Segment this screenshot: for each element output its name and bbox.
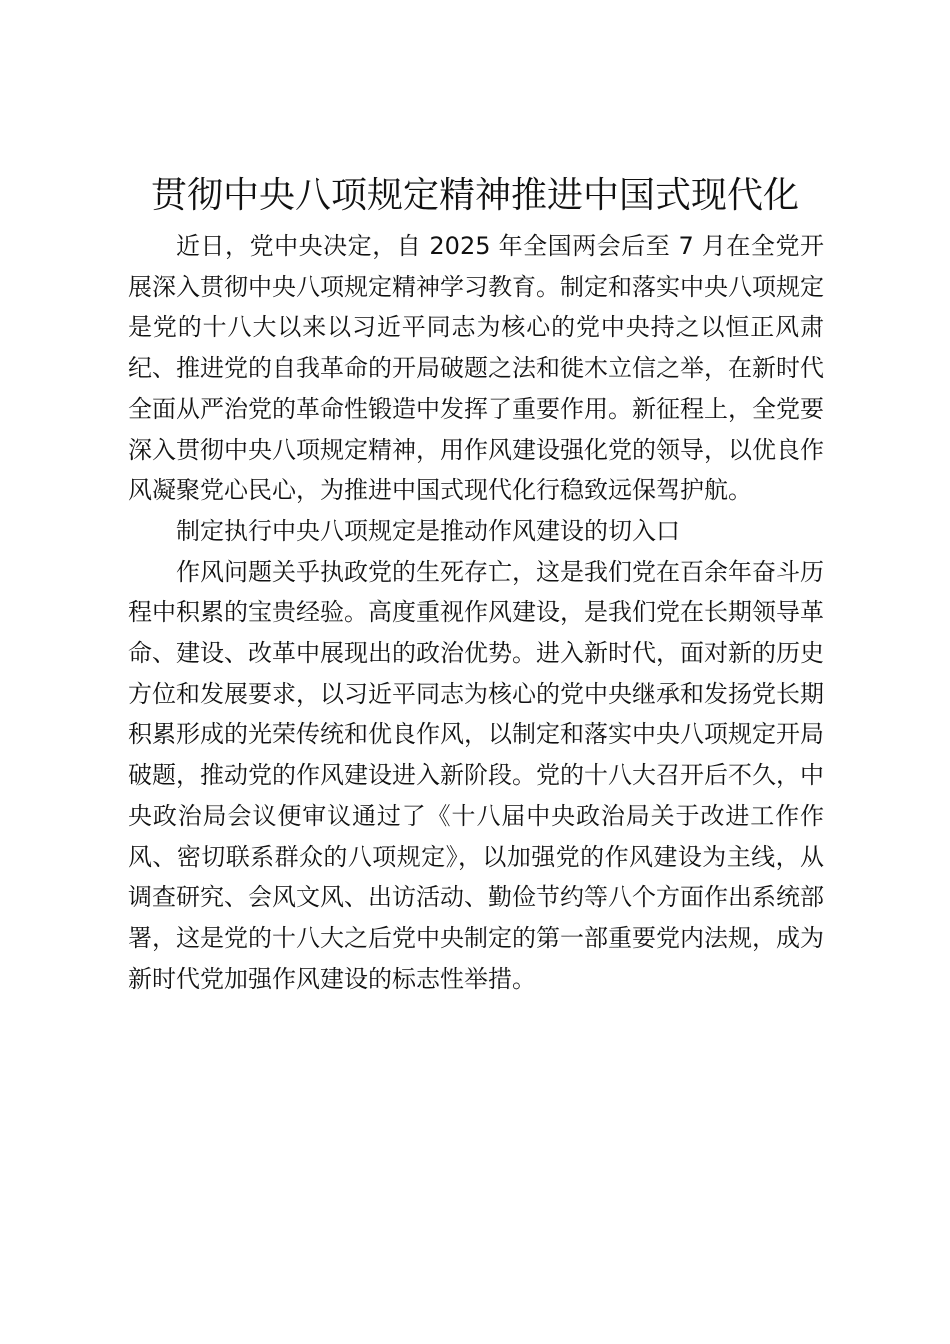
document-body [128,226,824,999]
document-title: 贯彻中央八项规定精神推进中国式现代化 [150,175,799,216]
section-paragraph: 作风问题关乎执政党的生死存亡，这是我们党在百余年奋斗历程中积累的宝贵经验。高度重视作风建设，是我们党在长期领导革命、建设、改革中展现出的政治优势。进入新时代，面对新的历史方位和发展要求，以习近平同志为核心的党中央继承和发扬党长期积累形成的光荣传统和优良作风，以制定和落实中央八项规定开局破题，推动党的作风建设进入新阶段。党的十八大召开后不久，中央政治局会议便审议通过了《十八届中央政治局关于改进工作作风、密切联系群众的八项规定》，以加强党的作风建设为主线，从调查研究、会风文风、出访活动、勤俭节约等八个方面作出系统部署，这是党的十八大之后党中央制定的第一部重要党内法规，成为新时代党加强作风建设的标志性举措。 [128,557,824,993]
intro-paragraph: 近日，党中央决定，自 2025 年全国两会后至 7 月在全党开展深入贯彻中央八项规定精神学习教育。制定和落实中央八项规定是党的十八大以来以习近平同志为核心的党中央持之以恒正风肃纪、推进党的自我革命的开局破题之法和徙木立信之举，在新时代全面从严治党的革命性锻造中发挥了重要作用。新征程上，全党要深入贯彻中央八项规定精神，用作风建设强化党的领导，以优良作风凝聚党心民心，为推进中国式现代化行稳致远保驾护航。 [128,232,824,505]
section-heading: 制定执行中央八项规定是推动作风建设的切入口 [176,516,680,545]
